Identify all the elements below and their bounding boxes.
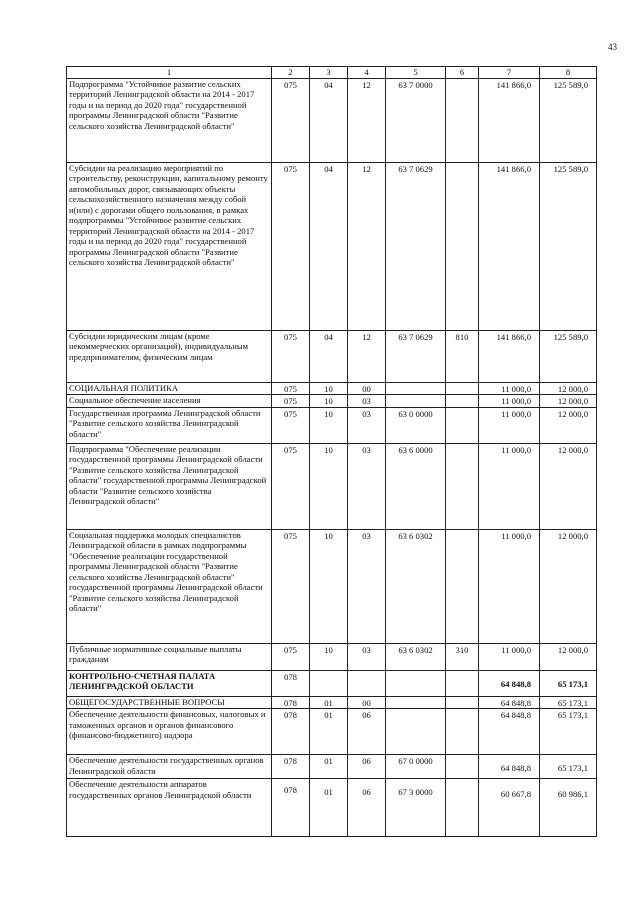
cell-amount-2: 12 000,0 <box>540 443 597 529</box>
cell-target <box>386 709 446 755</box>
cell-expense-type <box>446 395 479 408</box>
cell-amount-2: 125 589,0 <box>540 162 597 330</box>
table-row <box>67 407 597 443</box>
row-name: Субсидии юридическим лицам (кроме некоммерческих организаций), индивидуальным предпринимателям, физическим лицам <box>67 330 272 382</box>
row-name: Подпрограмма "Устойчивое развитие сельских территорий Ленинградской области на 2014 - 2017 годы и на период до 2020 года" государственной программы Ленинградской области "Развитие сельского хозяйства Ленинградской области" <box>67 78 272 162</box>
cell-amount-1: 11 000,0 <box>479 643 540 670</box>
column-header: 3 <box>310 67 348 79</box>
cell-amount-1: 64 848,8 <box>479 755 540 779</box>
cell-target: 63 6 0000 <box>386 443 446 529</box>
cell-amount-2: 12 000,0 <box>540 643 597 670</box>
cell-ministry: 078 <box>272 670 310 696</box>
cell-amount-2: 125 589,0 <box>540 78 597 162</box>
table-row <box>67 696 597 709</box>
row-name: Публичные нормативные социальные выплаты гражданам <box>67 643 272 670</box>
cell-section: 04 <box>310 78 348 162</box>
cell-amount-2: 12 000,0 <box>540 407 597 443</box>
cell-ministry: 078 <box>272 696 310 709</box>
cell-subsection: 00 <box>348 382 386 395</box>
cell-target: 63 7 0000 <box>386 78 446 162</box>
cell-amount-2: 12 000,0 <box>540 395 597 408</box>
table-row <box>67 330 597 382</box>
row-name: Социальная поддержка молодых специалистов Ленинградской области в рамках подпрограммы "Обеспечение реализации государственной программы Ленинградской области "Развитие сельского хозяйства Ленинградской области" государственной программы Ленинградской области "Развитие сельского хозяйства Ленинградской области" <box>67 529 272 643</box>
cell-section: 10 <box>310 407 348 443</box>
cell-amount-1: 60 667,8 <box>479 779 540 837</box>
table-row <box>67 709 597 755</box>
column-header: 6 <box>446 67 479 79</box>
table-row <box>67 755 597 779</box>
table-row <box>67 643 597 670</box>
cell-expense-type <box>446 755 479 779</box>
cell-ministry: 075 <box>272 162 310 330</box>
row-name: КОНТРОЛЬНО-СЧЕТНАЯ ПАЛАТА ЛЕНИНГРАДСКОЙ ОБЛАСТИ <box>67 670 272 696</box>
cell-ministry: 075 <box>272 529 310 643</box>
table-row <box>67 382 597 395</box>
cell-section: 04 <box>310 162 348 330</box>
cell-subsection: 12 <box>348 162 386 330</box>
cell-subsection: 12 <box>348 330 386 382</box>
cell-amount-2: 125 589,0 <box>540 330 597 382</box>
cell-section: 01 <box>310 779 348 837</box>
cell-expense-type <box>446 162 479 330</box>
cell-expense-type: 810 <box>446 330 479 382</box>
page-number: 43 <box>608 42 617 52</box>
cell-amount-1: 141 866,0 <box>479 162 540 330</box>
cell-target <box>386 670 446 696</box>
column-header: 1 <box>67 67 272 79</box>
table-row <box>67 162 597 330</box>
cell-subsection: 03 <box>348 443 386 529</box>
cell-subsection: 00 <box>348 696 386 709</box>
table-header-row <box>67 67 597 79</box>
row-name: Субсидии на реализацию мероприятий по строительству, реконструкции, капитальному ремонту автомобильных дорог, связывающих объекты сельскохозяйственного назначения между собой и(или) с дорогами общего пользования, в рамках подпрограммы "Устойчивое развитие сельских территорий Ленинградской области на 2014 - 2017 годы и на период до 2020 года" государственной программы Ленинградской области "Развитие сельского хозяйства Ленинградской области" <box>67 162 272 330</box>
cell-ministry: 075 <box>272 330 310 382</box>
cell-section: 10 <box>310 643 348 670</box>
column-header: 8 <box>540 67 597 79</box>
cell-ministry: 075 <box>272 382 310 395</box>
cell-section: 01 <box>310 755 348 779</box>
cell-subsection: 03 <box>348 643 386 670</box>
cell-subsection: 12 <box>348 78 386 162</box>
cell-section: 10 <box>310 395 348 408</box>
table-row <box>67 670 597 696</box>
cell-expense-type <box>446 709 479 755</box>
cell-amount-1: 64 848,8 <box>479 709 540 755</box>
cell-section: 10 <box>310 443 348 529</box>
cell-amount-1: 11 000,0 <box>479 529 540 643</box>
cell-amount-2: 60 986,1 <box>540 779 597 837</box>
row-name: Обеспечение деятельности аппаратов государственных органов Ленинградской области <box>67 779 272 837</box>
cell-expense-type <box>446 779 479 837</box>
cell-expense-type <box>446 78 479 162</box>
cell-ministry: 078 <box>272 779 310 837</box>
cell-amount-2: 65 173,1 <box>540 696 597 709</box>
cell-section: 10 <box>310 529 348 643</box>
table-row <box>67 78 597 162</box>
cell-target <box>386 395 446 408</box>
cell-amount-2: 65 173,1 <box>540 755 597 779</box>
row-name: Подпрограмма "Обеспечение реализации государственной программы Ленинградской области "Развитие сельского хозяйства Ленинградской области" государственной программы Ленинградской области "Развитие сельского хозяйства Ленинградской области" <box>67 443 272 529</box>
cell-ministry: 078 <box>272 755 310 779</box>
cell-ministry: 075 <box>272 407 310 443</box>
cell-target: 63 6 0302 <box>386 529 446 643</box>
row-name: Социальное обеспечение населения <box>67 395 272 408</box>
cell-subsection: 03 <box>348 395 386 408</box>
cell-ministry: 078 <box>272 709 310 755</box>
cell-amount-1: 141 866,0 <box>479 330 540 382</box>
cell-section <box>310 670 348 696</box>
column-header: 5 <box>386 67 446 79</box>
cell-amount-2: 65 173,1 <box>540 670 597 696</box>
cell-amount-1: 11 000,0 <box>479 382 540 395</box>
table-row <box>67 443 597 529</box>
cell-subsection: 06 <box>348 779 386 837</box>
cell-target: 63 0 0000 <box>386 407 446 443</box>
cell-expense-type: 310 <box>446 643 479 670</box>
cell-ministry: 075 <box>272 78 310 162</box>
cell-target: 63 6 0302 <box>386 643 446 670</box>
cell-subsection: 03 <box>348 529 386 643</box>
row-name: Обеспечение деятельности государственных органов Ленинградской области <box>67 755 272 779</box>
cell-section: 01 <box>310 709 348 755</box>
column-header: 4 <box>348 67 386 79</box>
cell-section: 10 <box>310 382 348 395</box>
cell-expense-type <box>446 407 479 443</box>
cell-ministry: 075 <box>272 395 310 408</box>
cell-target <box>386 382 446 395</box>
cell-amount-1: 11 000,0 <box>479 407 540 443</box>
table-row <box>67 395 597 408</box>
cell-target: 67 0 0000 <box>386 755 446 779</box>
table-row <box>67 779 597 837</box>
cell-amount-2: 65 173,1 <box>540 709 597 755</box>
row-name: Государственная программа Ленинградской области "Развитие сельского хозяйства Ленинградской области" <box>67 407 272 443</box>
cell-amount-2: 12 000,0 <box>540 382 597 395</box>
cell-amount-1: 64 848,8 <box>479 670 540 696</box>
row-name: Обеспечение деятельности финансовых, налоговых и таможенных органов и органов финансового (финансово-бюджетного) надзора <box>67 709 272 755</box>
cell-target <box>386 696 446 709</box>
cell-amount-1: 11 000,0 <box>479 443 540 529</box>
cell-ministry: 075 <box>272 443 310 529</box>
cell-target: 63 7 0629 <box>386 330 446 382</box>
row-name: СОЦИАЛЬНАЯ ПОЛИТИКА <box>67 382 272 395</box>
cell-target: 67 3 0000 <box>386 779 446 837</box>
cell-ministry: 075 <box>272 643 310 670</box>
budget-table <box>66 66 597 837</box>
cell-subsection: 06 <box>348 709 386 755</box>
cell-amount-1: 11 000,0 <box>479 395 540 408</box>
cell-subsection <box>348 670 386 696</box>
cell-section: 01 <box>310 696 348 709</box>
cell-subsection: 06 <box>348 755 386 779</box>
cell-amount-2: 12 000,0 <box>540 529 597 643</box>
cell-expense-type <box>446 670 479 696</box>
table-row <box>67 529 597 643</box>
cell-section: 04 <box>310 330 348 382</box>
column-header: 7 <box>479 67 540 79</box>
cell-expense-type <box>446 382 479 395</box>
cell-expense-type <box>446 696 479 709</box>
cell-amount-1: 141 866,0 <box>479 78 540 162</box>
column-header: 2 <box>272 67 310 79</box>
cell-target: 63 7 0629 <box>386 162 446 330</box>
row-name: ОБЩЕГОСУДАРСТВЕННЫЕ ВОПРОСЫ <box>67 696 272 709</box>
cell-expense-type <box>446 443 479 529</box>
cell-subsection: 03 <box>348 407 386 443</box>
cell-amount-1: 64 848,8 <box>479 696 540 709</box>
cell-expense-type <box>446 529 479 643</box>
